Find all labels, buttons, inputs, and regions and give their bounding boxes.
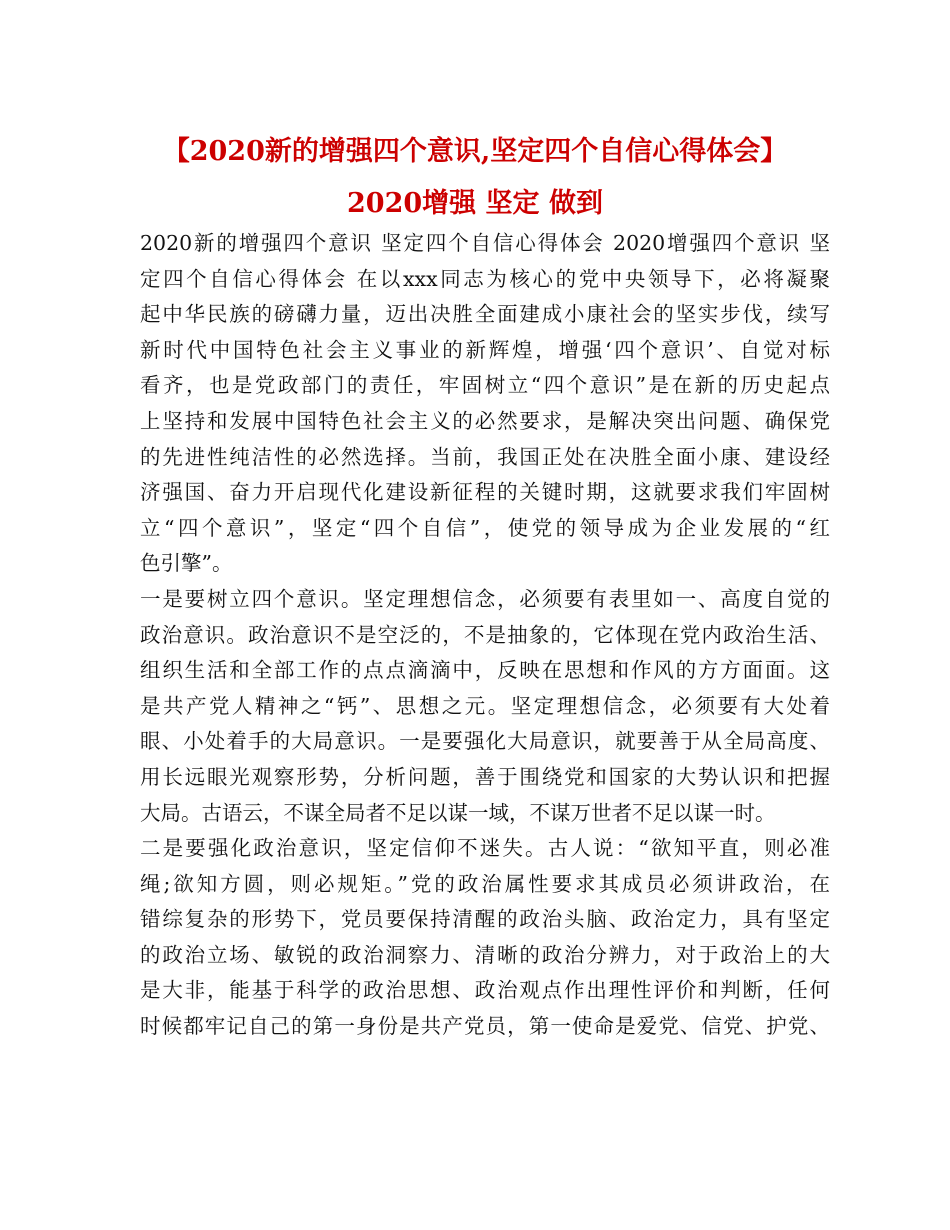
body-text xyxy=(140,226,830,1045)
text-line: 的先进性纯洁性的必然选择。当前，我国正处在决胜全面小康、建设经 xyxy=(140,444,830,469)
text-line: 是共产党人精神之“钙”、思想之元。坚定理想信念，必须要有大处着 xyxy=(140,693,830,718)
text-line: 色引擎”。 xyxy=(140,551,233,576)
text-line: 眼、小处着手的大局意识。一是要强化大局意识，就要善于从全局高度、 xyxy=(140,729,830,754)
text-line: 一是要树立四个意识。坚定理想信念，必须要有表里如一、高度自觉的 xyxy=(140,586,830,611)
text-line: 起中华民族的磅礴力量，迈出决胜全面建成小康社会的坚实步伐，续写 xyxy=(140,302,830,327)
text-line: 组织生活和全部工作的点点滴滴中，反映在思想和作风的方方面面。这 xyxy=(140,658,830,683)
text-line: 济强国、奋力开启现代化建设新征程的关键时期，这就要求我们牢固树 xyxy=(140,480,830,505)
text-line: 用长远眼光观察形势，分析问题，善于围绕党和国家的大势认识和把握 xyxy=(140,764,830,789)
text-line: 二是要强化政治意识，坚定信仰不迷失。古人说：“欲知平直，则必准 xyxy=(140,836,830,861)
text-line: 错综复杂的形势下，党员要保持清醒的政治头脑、政治定力，具有坚定 xyxy=(140,907,830,932)
title-line-1: 【2020新的增强四个意识,坚定四个自信心得体会】 xyxy=(162,136,788,167)
text-line: 绳;欲知方圆，则必规矩。”党的政治属性要求其成员必须讲政治，在 xyxy=(140,871,830,896)
text-line: 新时代中国特色社会主义事业的新辉煌，增强‘四个意识’、自觉对标 xyxy=(140,337,830,362)
text-line: 立“四个意识”，坚定“四个自信”，使党的领导成为企业发展的“红 xyxy=(140,515,830,540)
text-line: 大局。古语云，不谋全局者不足以谋一域，不谋万世者不足以谋一时。 xyxy=(140,800,776,825)
text-line: 是大非，能基于科学的政治思想、政治观点作出理性评价和判断，任何 xyxy=(140,978,830,1003)
text-line: 政治意识。政治意识不是空泛的，不是抽象的，它体现在党内政治生活、 xyxy=(140,622,830,647)
text-line: 定四个自信心得体会 在以xxx同志为核心的党中央领导下，必将凝聚 xyxy=(140,266,830,291)
title-line-2: 2020增强 坚定 做到 xyxy=(347,188,603,219)
text-line: 上坚持和发展中国特色社会主义的必然要求，是解决突出问题、确保党 xyxy=(140,408,830,433)
text-line: 看齐，也是党政部门的责任，牢固树立“四个意识”是在新的历史起点 xyxy=(140,373,830,398)
document-title xyxy=(0,130,950,226)
text-line: 时候都牢记自己的第一身份是共产党员，第一使命是爱党、信党、护党、 xyxy=(140,1014,830,1039)
text-line: 的政治立场、敏锐的政治洞察力、清晰的政治分辨力，对于政治上的大 xyxy=(140,942,830,967)
text-line: 2020新的增强四个意识 坚定四个自信心得体会 2020增强四个意识 坚 xyxy=(140,231,830,255)
